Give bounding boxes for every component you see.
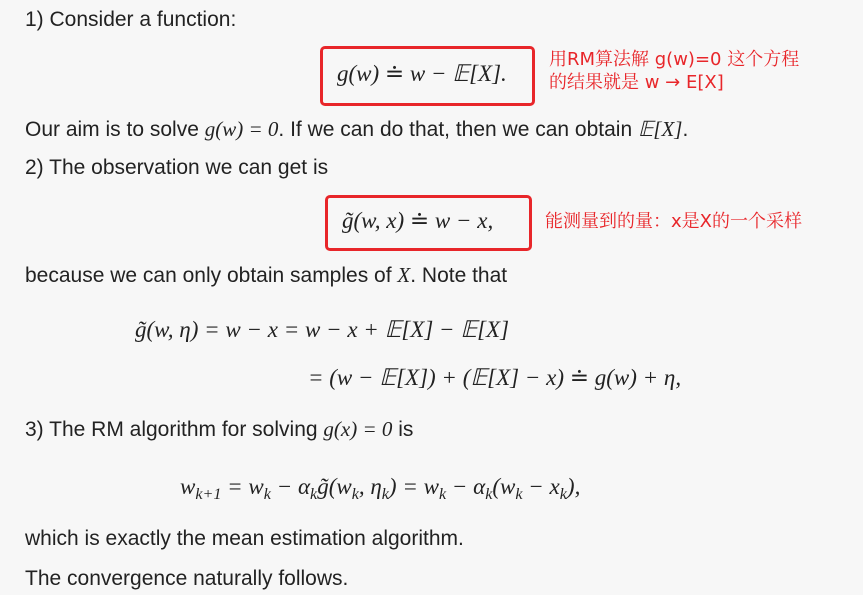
rm-part: g̃(w bbox=[317, 474, 352, 499]
rm-part: , η bbox=[358, 474, 382, 499]
rm-part: − α bbox=[446, 474, 486, 499]
equation-noise-line1: g̃(w, η) = w − x = w − x + 𝔼[X] − 𝔼[X] bbox=[135, 317, 510, 342]
rm-part: − α bbox=[270, 474, 311, 499]
rm-sub: k bbox=[263, 485, 271, 503]
rm-part: (w bbox=[492, 474, 516, 499]
aim-sentence bbox=[25, 119, 688, 140]
aim-text-middle: . If we can do that, then we can obtain bbox=[278, 118, 633, 141]
rm-sub: k bbox=[438, 485, 447, 503]
item3-text-after: is bbox=[398, 418, 414, 441]
rm-sub: k bbox=[351, 485, 359, 503]
rm-part: = w bbox=[221, 474, 264, 499]
item3-text-before: 3) The RM algorithm for solving bbox=[25, 418, 318, 441]
annotation-rm-line2: 的结果就是 w → E[X] bbox=[549, 72, 724, 93]
rm-sub: k bbox=[559, 485, 567, 503]
aim-text-before: Our aim is to solve bbox=[25, 118, 199, 141]
annotation-rm-line1: 用RM算法解 g(w)=0 这个方程 bbox=[549, 49, 800, 70]
equation-rm-update bbox=[180, 474, 581, 503]
equation-g-tilde-observation: g̃(w, x) ≐ w − x, bbox=[342, 208, 494, 233]
rm-part: w bbox=[180, 474, 196, 499]
equation-g-function: g(w) ≐ w − 𝔼[X]. bbox=[337, 61, 507, 86]
item1-label: 1) Consider a function: bbox=[25, 8, 237, 31]
conclusion-mean-estimation: which is exactly the mean estimation algorithm. bbox=[25, 527, 464, 550]
aim-math-expectation: 𝔼[X] bbox=[637, 117, 683, 141]
item3-sentence bbox=[25, 419, 413, 440]
rm-part: ), bbox=[566, 474, 581, 499]
rm-sub: k+1 bbox=[195, 485, 222, 503]
because-text-before: because we can only obtain samples of bbox=[25, 264, 392, 287]
rm-part: − x bbox=[522, 474, 560, 499]
equation-noise-line2: = (w − 𝔼[X]) + (𝔼[X] − x) ≐ g(w) + η, bbox=[308, 365, 682, 390]
rm-sub: k bbox=[485, 485, 493, 503]
because-sentence bbox=[25, 265, 507, 286]
aim-text-after: . bbox=[682, 118, 689, 141]
rm-sub: k bbox=[515, 485, 523, 503]
annotation-measurable: 能测量到的量：x是X的一个采样 bbox=[545, 211, 802, 232]
rm-sub: k bbox=[381, 485, 389, 503]
because-text-after: . Note that bbox=[410, 264, 508, 287]
rm-part: ) = w bbox=[388, 474, 439, 499]
because-math-x: X bbox=[397, 263, 411, 287]
rm-sub: k bbox=[310, 485, 318, 503]
annotation-rm-solve bbox=[549, 48, 799, 94]
aim-math-g: g(w) = 0 bbox=[204, 117, 279, 141]
item3-math: g(x) = 0 bbox=[323, 417, 393, 441]
conclusion-convergence: The convergence naturally follows. bbox=[25, 567, 349, 590]
item2-label: 2) The observation we can get is bbox=[25, 156, 329, 179]
